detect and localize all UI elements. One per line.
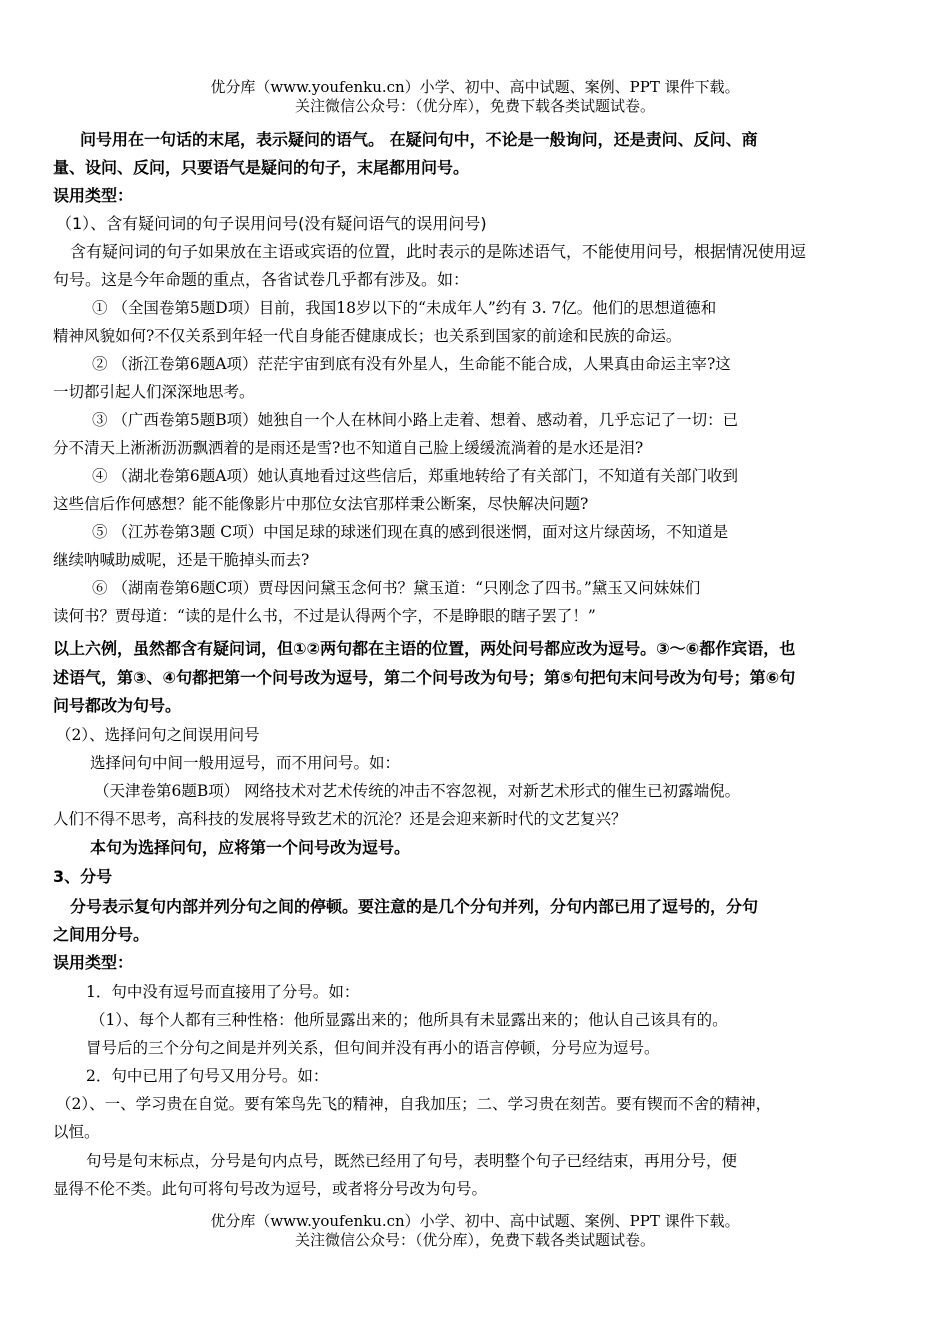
type-1-comment: 冒号后的三个分句之间是并列关系，但句间并没有再小的语言停顿，分号应为逗号。 (86, 1039, 660, 1057)
sec1-para-2: 句号。这是今年命题的重点，各省试卷几乎都有涉及。如： (53, 270, 470, 289)
sec2-title: （2）、选择问句之间误用问号 (56, 726, 260, 744)
example-1b: 精神风貌如何?不仅关系到年轻一代自身能否健康成长；也关系到国家的前途和民族的命运。 (53, 327, 682, 345)
sec1-para-1: 含有疑问词的句子如果放在主语或宾语的位置，此时表示的是陈述语气，不能使用问号，根据情况使用逗 (70, 242, 807, 261)
sec3-def-1: 分号表示复句内部并列分句之间的停顿。要注意的是几个分句并列，分句内部已用了逗号的，分句 (70, 897, 759, 916)
example-3b: 分不清天上淅淅沥沥飘洒着的是雨还是雪?也不知道自己脸上缓缓流淌着的是水还是泪? (53, 439, 644, 457)
sec3-def-2: 之间用分号。 (53, 925, 150, 944)
footer-line-1: 优分库（www.youfenku.cn）小学、初中、高中试题、案例、PPT 课件下载。 (210, 1212, 740, 1230)
sec1-title: （1）、含有疑问词的句子误用问号(没有疑问语气的误用问号) (56, 214, 487, 233)
type-2-comment-1: 句号是句末标点，分号是句内点号，既然已经用了句号，表明整个句子已经结束，再用分号，便 (86, 1152, 738, 1170)
example-4a: ④ （湖北卷第6题A项）她认真地看过这些信后，郑重地转给了有关部门，不知道有关部门收到 (92, 467, 738, 485)
sec3-heading: 误用类型： (53, 953, 134, 972)
intro-line-1: 问号用在一句话的末尾，表示疑问的语气。 在疑问句中，不论是一般询问，还是责问、反问、商 (80, 130, 758, 149)
type-2-title: 2．句中已用了句号又用分号。如： (86, 1067, 329, 1085)
sec3-title: 3、分号 (53, 867, 113, 886)
sec2-example-b: 人们不得不思考，高科技的发展将导致艺术的沉沦？还是会迎来新时代的文艺复兴？ (53, 810, 627, 828)
type-2-comment-2: 显得不伦不类。此句可将句号改为逗号，或者将分号改为句号。 (53, 1180, 488, 1198)
example-6a: ⑥ （湖南卷第6题C项）贾母因问黛玉念何书？黛玉道：“只刚念了四书。”黛玉又问妹妹们 (92, 579, 701, 597)
conclusion-line-2: 述语气，第③、④句都把第一个问号改为逗号，第二个问号改为句号；第⑤句把句末问号改为句号；第⑥句 (53, 668, 796, 687)
sec2-conclusion: 本句为选择问句，应将第一个问号改为逗号。 (90, 838, 411, 857)
sec2-example-a: （天津卷第6题B项） 网络技术对艺术传统的冲击不容忽视，对新艺术形式的催生已初露端倪。 (94, 782, 741, 800)
header-line-1: 优分库（www.youfenku.cn）小学、初中、高中试题、案例、PPT 课件下载。 (210, 78, 740, 96)
example-5a: ⑤ （江苏卷第3题 C项）中国足球的球迷们现在真的感到很迷惘，面对这片绿茵场，不知道是 (92, 523, 729, 541)
intro-line-2: 量、设问、反问，只要语气是疑问的句子，末尾都用问号。 (53, 158, 470, 177)
example-4b: 这些信后作何感想？能不能像影片中那位女法官那样秉公断案，尽快解决问题? (53, 495, 589, 513)
example-3a: ③ （广西卷第5题B项）她独自一个人在林间小路上走着、想着、感动着，几乎忘记了一切：已 (92, 411, 739, 429)
header-line-2: 关注微信公众号：（优分库），免费下载各类试题试卷。 (294, 97, 655, 115)
conclusion-line-3: 问号都改为句号。 (53, 696, 182, 715)
example-6b: 读何书？贾母道：“读的是什么书，不过是认得两个字，不是睁眼的瞎子罢了！” (53, 607, 596, 625)
type-2-example-a: （2）、一、学习贵在自觉。要有笨鸟先飞的精神，自我加压；二、学习贵在刻苦。要有锲而不舍的精神， (56, 1095, 772, 1113)
sec2-para: 选择问句中间一般用逗号，而不用问号。如： (90, 754, 401, 772)
conclusion-line-1: 以上六例，虽然都含有疑问词，但①②两句都在主语的位置，两处问号都应改为逗号。③～⑥都作宾语，也 (53, 639, 796, 658)
type-1-example: （1）、每个人都有三种性格：他所显露出来的；他所具有未显露出来的；他认自己该具有的。 (90, 1011, 728, 1029)
type-2-example-b: 以恒。 (53, 1123, 100, 1141)
section-heading: 误用类型： (53, 186, 134, 205)
example-2b: 一切都引起人们深深地思考。 (53, 383, 255, 401)
example-2a: ② （浙江卷第6题A项）茫茫宇宙到底有没有外星人，生命能不能合成，人果真由命运主宰?这 (92, 355, 731, 373)
type-1-title: 1．句中没有逗号而直接用了分号。如： (86, 983, 360, 1001)
example-5b: 继续呐喊助威呢，还是干脆掉头而去? (53, 551, 310, 569)
footer-line-2: 关注微信公众号：（优分库），免费下载各类试题试卷。 (294, 1231, 655, 1249)
example-1a: ① （全国卷第5题D项）目前，我国18岁以下的“未成年人”约有 3. 7亿。他们的思想道德和 (92, 299, 717, 317)
